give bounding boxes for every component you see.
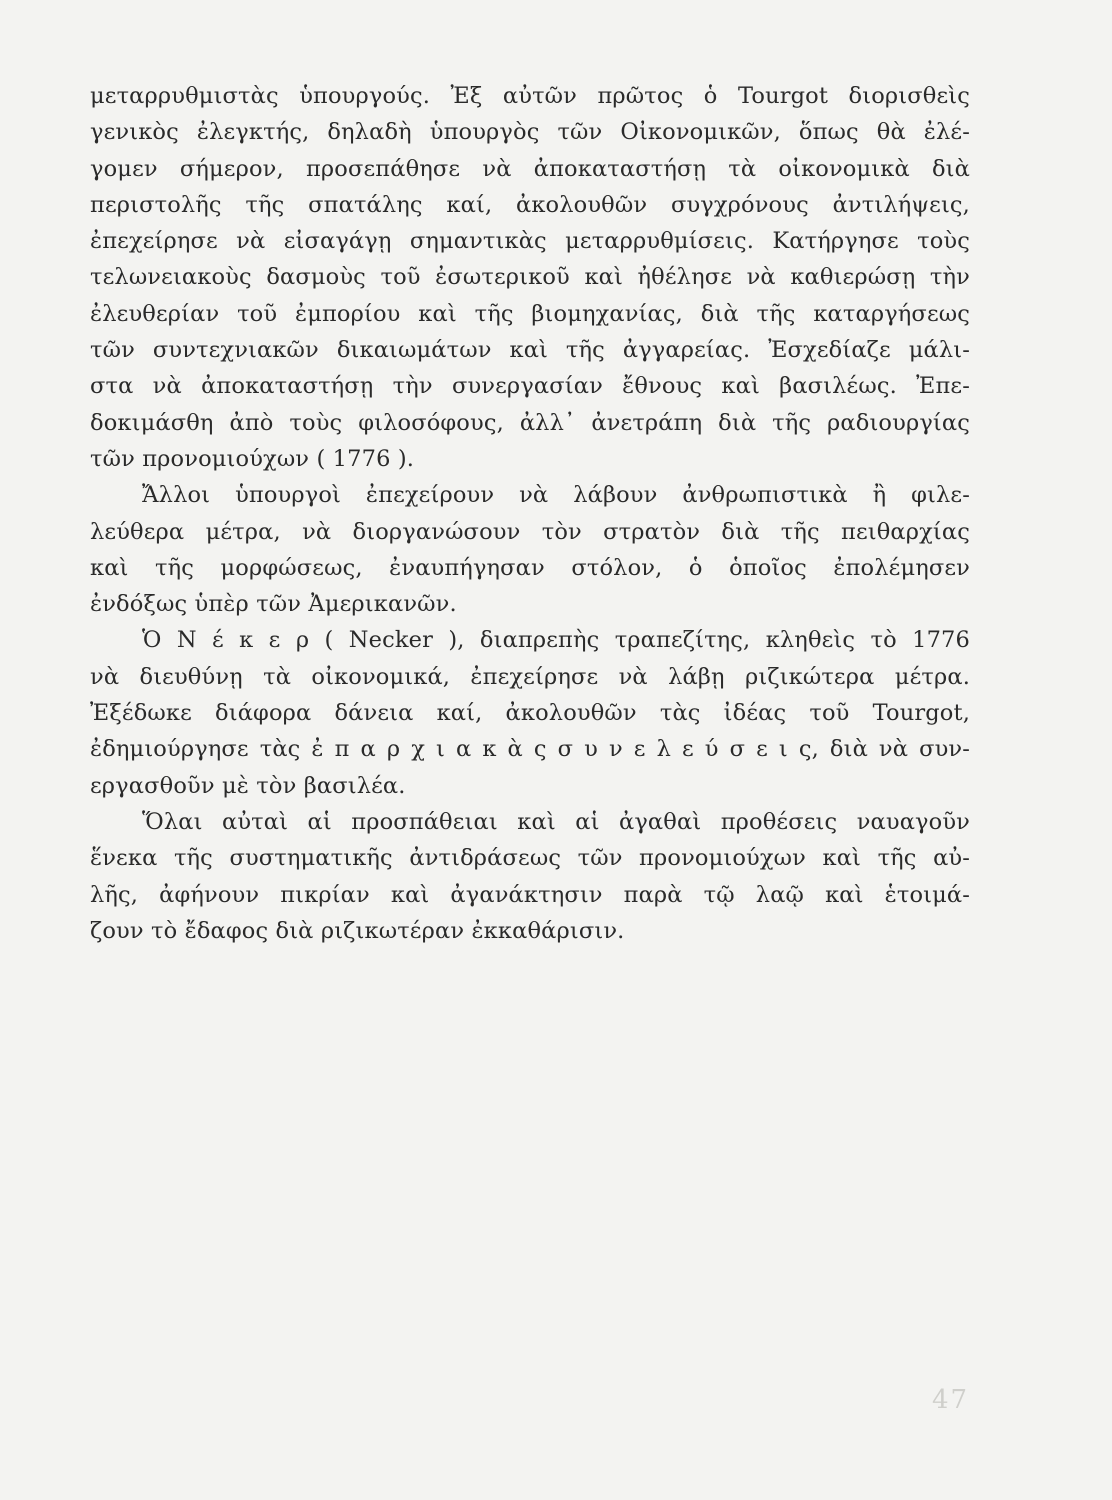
paragraph-tourgot — [90, 78, 970, 477]
paragraph-necker — [90, 622, 970, 803]
text-line: τελωνειακοὺς δασμοὺς τοῦ ἐσωτερικοῦ καὶ ἠθέλησε νὰ καθιερώσῃ τὴν — [90, 264, 970, 291]
text-line: λῆς, ἀφήνουν πικρίαν καὶ ἀγανάκτησιν παρὰ τῷ λαῷ καὶ ἑτοιμά- — [90, 881, 970, 908]
text-line: Ὅλαι αὐταὶ αἱ προσπάθειαι καὶ αἱ ἀγαθαὶ προθέσεις ναυαγοῦν — [142, 808, 970, 835]
text-line: ἐνδόξως ὑπὲρ τῶν Ἀμερικανῶν. — [90, 591, 457, 618]
page-number: 47 — [932, 1385, 970, 1415]
text-line: νὰ διευθύνῃ τὰ οἰκονομικά, ἐπεχείρησε νὰ λάβῃ ριζικώτερα μέτρα. — [90, 663, 970, 690]
text-line: στα νὰ ἀποκαταστήσῃ τὴν συνεργασίαν ἔθνους καὶ βασιλέως. Ἐπε- — [90, 373, 970, 400]
text-line: λεύθερα μέτρα, νὰ διοργανώσουν τὸν στρατὸν διὰ τῆς πειθαρχίας — [90, 518, 970, 545]
text-line: ἐδημιούργησε τὰς ἐ π α ρ χ ι α κ ὰ ς σ υ ν ε λ ε ύ σ ε ι ς, διὰ νὰ συν- — [90, 736, 970, 763]
text-line: τῶν προνομιούχων ( 1776 ). — [90, 445, 415, 472]
text-line: Ἐξέδωκε διάφορα δάνεια καί, ἀκολουθῶν τὰς ἰδέας τοῦ Tourgot, — [90, 700, 970, 727]
text-line: καὶ τῆς μορφώσεως, ἐναυπήγησαν στόλον, ὁ ὁποῖος ἐπολέμησεν — [90, 554, 970, 581]
text-line: ζουν τὸ ἔδαφος διὰ ριζικωτέραν ἐκκαθάρισιν. — [90, 917, 625, 944]
text-line: μεταρρυθμιστὰς ὑπουργούς. Ἐξ αὐτῶν πρῶτος ὁ Tourgot διορισθεὶς — [90, 83, 970, 109]
text-line: περιστολῆς τῆς σπατάλης καί, ἀκολουθῶν συγχρόνους ἀντιλήψεις, — [90, 191, 970, 218]
text-line: ἕνεκα τῆς συστηματικῆς ἀντιδράσεως τῶν προνομιούχων καὶ τῆς αὐ- — [90, 845, 970, 872]
text-line: εργασθοῦν μὲ τὸν βασιλέα. — [90, 772, 406, 799]
text-line: Ἄλλοι ὑπουργοὶ ἐπεχείρουν νὰ λάβουν ἀνθρωπιστικὰ ἢ φιλε- — [142, 482, 970, 509]
text-line: ἐπεχείρησε νὰ εἰσαγάγῃ σημαντικὰς μεταρρυθμίσεις. Κατήργησε τοὺς — [90, 228, 970, 255]
body-text — [90, 78, 970, 949]
text-line: γενικὸς ἐλεγκτής, δηλαδὴ ὑπουργὸς τῶν Οἰκονομικῶν, ὅπως θὰ ἐλέ- — [90, 119, 970, 146]
text-line: γομεν σήμερον, προσεπάθησε νὰ ἀποκαταστήσῃ τὰ οἰκονομικὰ διὰ — [90, 155, 970, 182]
paragraph-conclusion — [90, 804, 970, 949]
paragraph-other-ministers — [90, 477, 970, 622]
text-line: τῶν συντεχνιακῶν δικαιωμάτων καὶ τῆς ἀγγαρείας. Ἐσχεδίαζε μάλι- — [90, 337, 970, 364]
text-line: ἐλευθερίαν τοῦ ἐμπορίου καὶ τῆς βιομηχανίας, διὰ τῆς καταργήσεως — [90, 300, 970, 327]
text-line: Ὁ Ν έ κ ε ρ ( Necker ), διαπρεπὴς τραπεζίτης, κληθεὶς τὸ 1776 — [142, 627, 970, 654]
text-line: δοκιμάσθη ἀπὸ τοὺς φιλοσόφους, ἀλλ᾽ ἀνετράπη διὰ τῆς ραδιουργίας — [90, 409, 970, 436]
